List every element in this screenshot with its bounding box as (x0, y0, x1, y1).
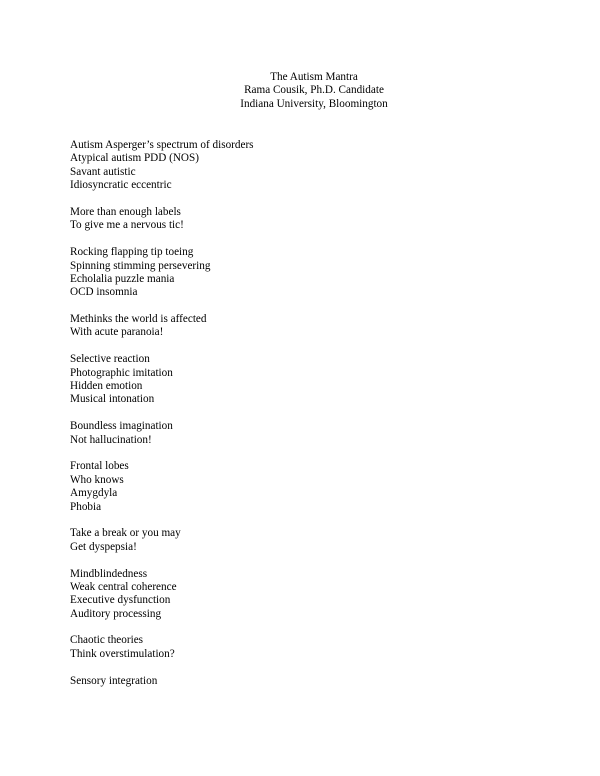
author-name: Rama Cousik, Ph.D. Candidate (244, 84, 384, 97)
stanza (70, 246, 550, 300)
stanza (70, 527, 550, 554)
poem-line: Frontal lobes (70, 460, 129, 473)
stanza (70, 353, 550, 407)
poem-line: Echolalia puzzle mania (70, 272, 175, 285)
poem-line: Methinks the world is affected (70, 313, 207, 326)
stanza (70, 313, 550, 340)
poem-line: Autism Asperger’s spectrum of disorders (70, 139, 254, 151)
poem-line: Boundless imagination (70, 420, 173, 433)
stanza (70, 139, 550, 193)
poem-line: Amygdyla (70, 487, 118, 500)
poem-line: Musical intonation (70, 393, 155, 406)
poem-line: Take a break or you may (70, 527, 181, 540)
poem-line: OCD insomnia (70, 286, 138, 299)
poem-line: To give me a nervous tic! (70, 219, 184, 232)
poem-line: Think overstimulation? (70, 647, 175, 660)
stanza (70, 568, 550, 622)
poem-line: Atypical autism PDD (NOS) (70, 152, 199, 165)
poem-line: With acute paranoia! (70, 326, 164, 339)
poem-line: Who knows (70, 473, 124, 486)
poem-line: Savant autistic (70, 165, 136, 178)
poem-line: Executive dysfunction (70, 594, 171, 607)
author-affiliation: Indiana University, Bloomington (240, 97, 388, 110)
poem-line: Photographic imitation (70, 366, 173, 379)
poem-body (70, 139, 550, 701)
stanza (70, 675, 550, 688)
poem-line: Spinning stimming persevering (70, 259, 211, 272)
poem-line: Selective reaction (70, 353, 150, 366)
stanza (70, 634, 550, 661)
poem-line: Weak central coherence (70, 580, 177, 593)
document-header (0, 71, 600, 111)
poem-line: More than enough labels (70, 205, 181, 218)
poem-title: The Autism Mantra (270, 71, 358, 83)
poem-line: Auditory processing (70, 607, 162, 620)
poem-line: Not hallucination! (70, 433, 152, 446)
poem-line: Rocking flapping tip toeing (70, 246, 194, 259)
stanza (70, 460, 550, 514)
poem-line: Get dyspepsia! (70, 540, 137, 553)
stanza (70, 420, 550, 447)
poem-line: Mindblindedness (70, 567, 148, 580)
poem-line: Hidden emotion (70, 380, 143, 393)
poem-line: Sensory integration (70, 674, 158, 687)
poem-line: Idiosyncratic eccentric (70, 179, 172, 192)
stanza (70, 206, 550, 233)
poem-line: Phobia (70, 500, 102, 513)
poem-line: Chaotic theories (70, 634, 144, 647)
